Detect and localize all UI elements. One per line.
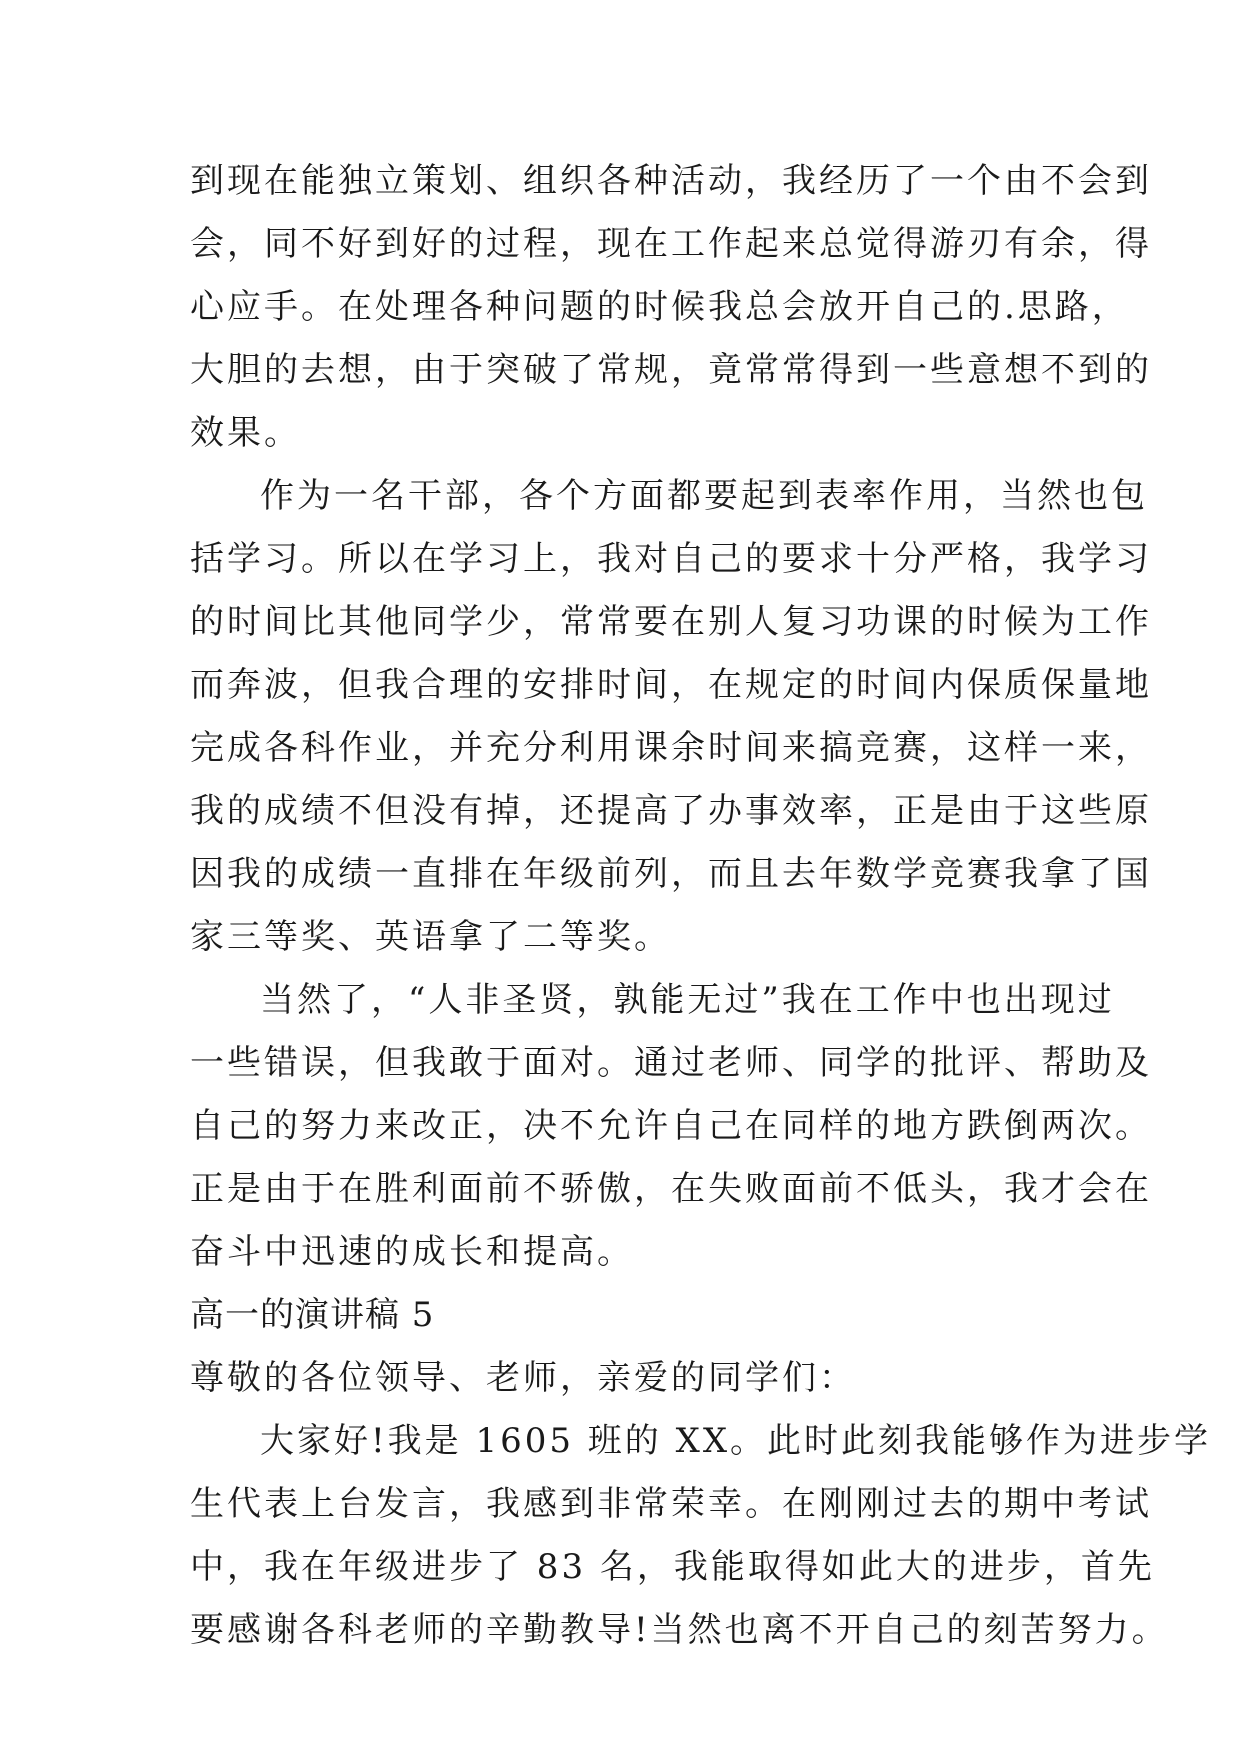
text-line: 而奔波，但我合理的安排时间，在规定的时间内保质保量地 [190,665,1152,705]
paragraph-start-line: 大家好!我是 1605 班的 XX。此时此刻我能够作为进步学 [260,1421,1212,1461]
text-line: 一些错误，但我敢于面对。通过老师、同学的批评、帮助及 [190,1043,1152,1083]
text-line: 生代表上台发言，我感到非常荣幸。在刚刚过去的期中考试 [190,1484,1152,1524]
text-line: 效果。 [190,413,301,453]
document-body [190,150,1212,1662]
text-line: 我的成绩不但没有掉，还提高了办事效率，正是由于这些原 [190,791,1152,831]
paragraph-start-line: 作为一名干部，各个方面都要起到表率作用，当然也包 [260,476,1148,516]
text-line: 完成各科作业，并充分利用课余时间来搞竞赛，这样一来， [190,728,1152,768]
text-line: 奋斗中迅速的成长和提高。 [190,1232,634,1272]
text-line: 要感谢各科老师的辛勤教导!当然也离不开自己的刻苦努力。 [190,1610,1169,1650]
text-line: 大胆的去想，由于突破了常规，竟常常得到一些意想不到的 [190,350,1152,390]
section-heading: 高一的演讲稿 5 [190,1295,435,1335]
text-line: 到现在能独立策划、组织各种活动，我经历了一个由不会到 [190,161,1152,201]
text-line: 会，同不好到好的过程，现在工作起来总觉得游刃有余，得 [190,224,1152,264]
text-line: 家三等奖、英语拿了二等奖。 [190,917,671,957]
text-line: 因我的成绩一直排在年级前列，而且去年数学竞赛我拿了国 [190,854,1152,894]
text-line: 正是由于在胜利面前不骄傲，在失败面前不低头，我才会在 [190,1169,1152,1209]
paragraph-start-line: 当然了，“人非圣贤，孰能无过”我在工作中也出现过 [260,980,1115,1020]
text-line: 自己的努力来改正，决不允许自己在同样的地方跌倒两次。 [190,1106,1152,1146]
salutation-line: 尊敬的各位领导、老师，亲爱的同学们： [190,1358,856,1398]
text-line: 括学习。所以在学习上，我对自己的要求十分严格，我学习 [190,539,1152,579]
text-line: 心应手。在处理各种问题的时候我总会放开自己的.思路， [190,287,1129,327]
text-line: 中，我在年级进步了 83 名，我能取得如此大的进步，首先 [190,1547,1155,1587]
text-line: 的时间比其他同学少，常常要在别人复习功课的时候为工作 [190,602,1152,642]
